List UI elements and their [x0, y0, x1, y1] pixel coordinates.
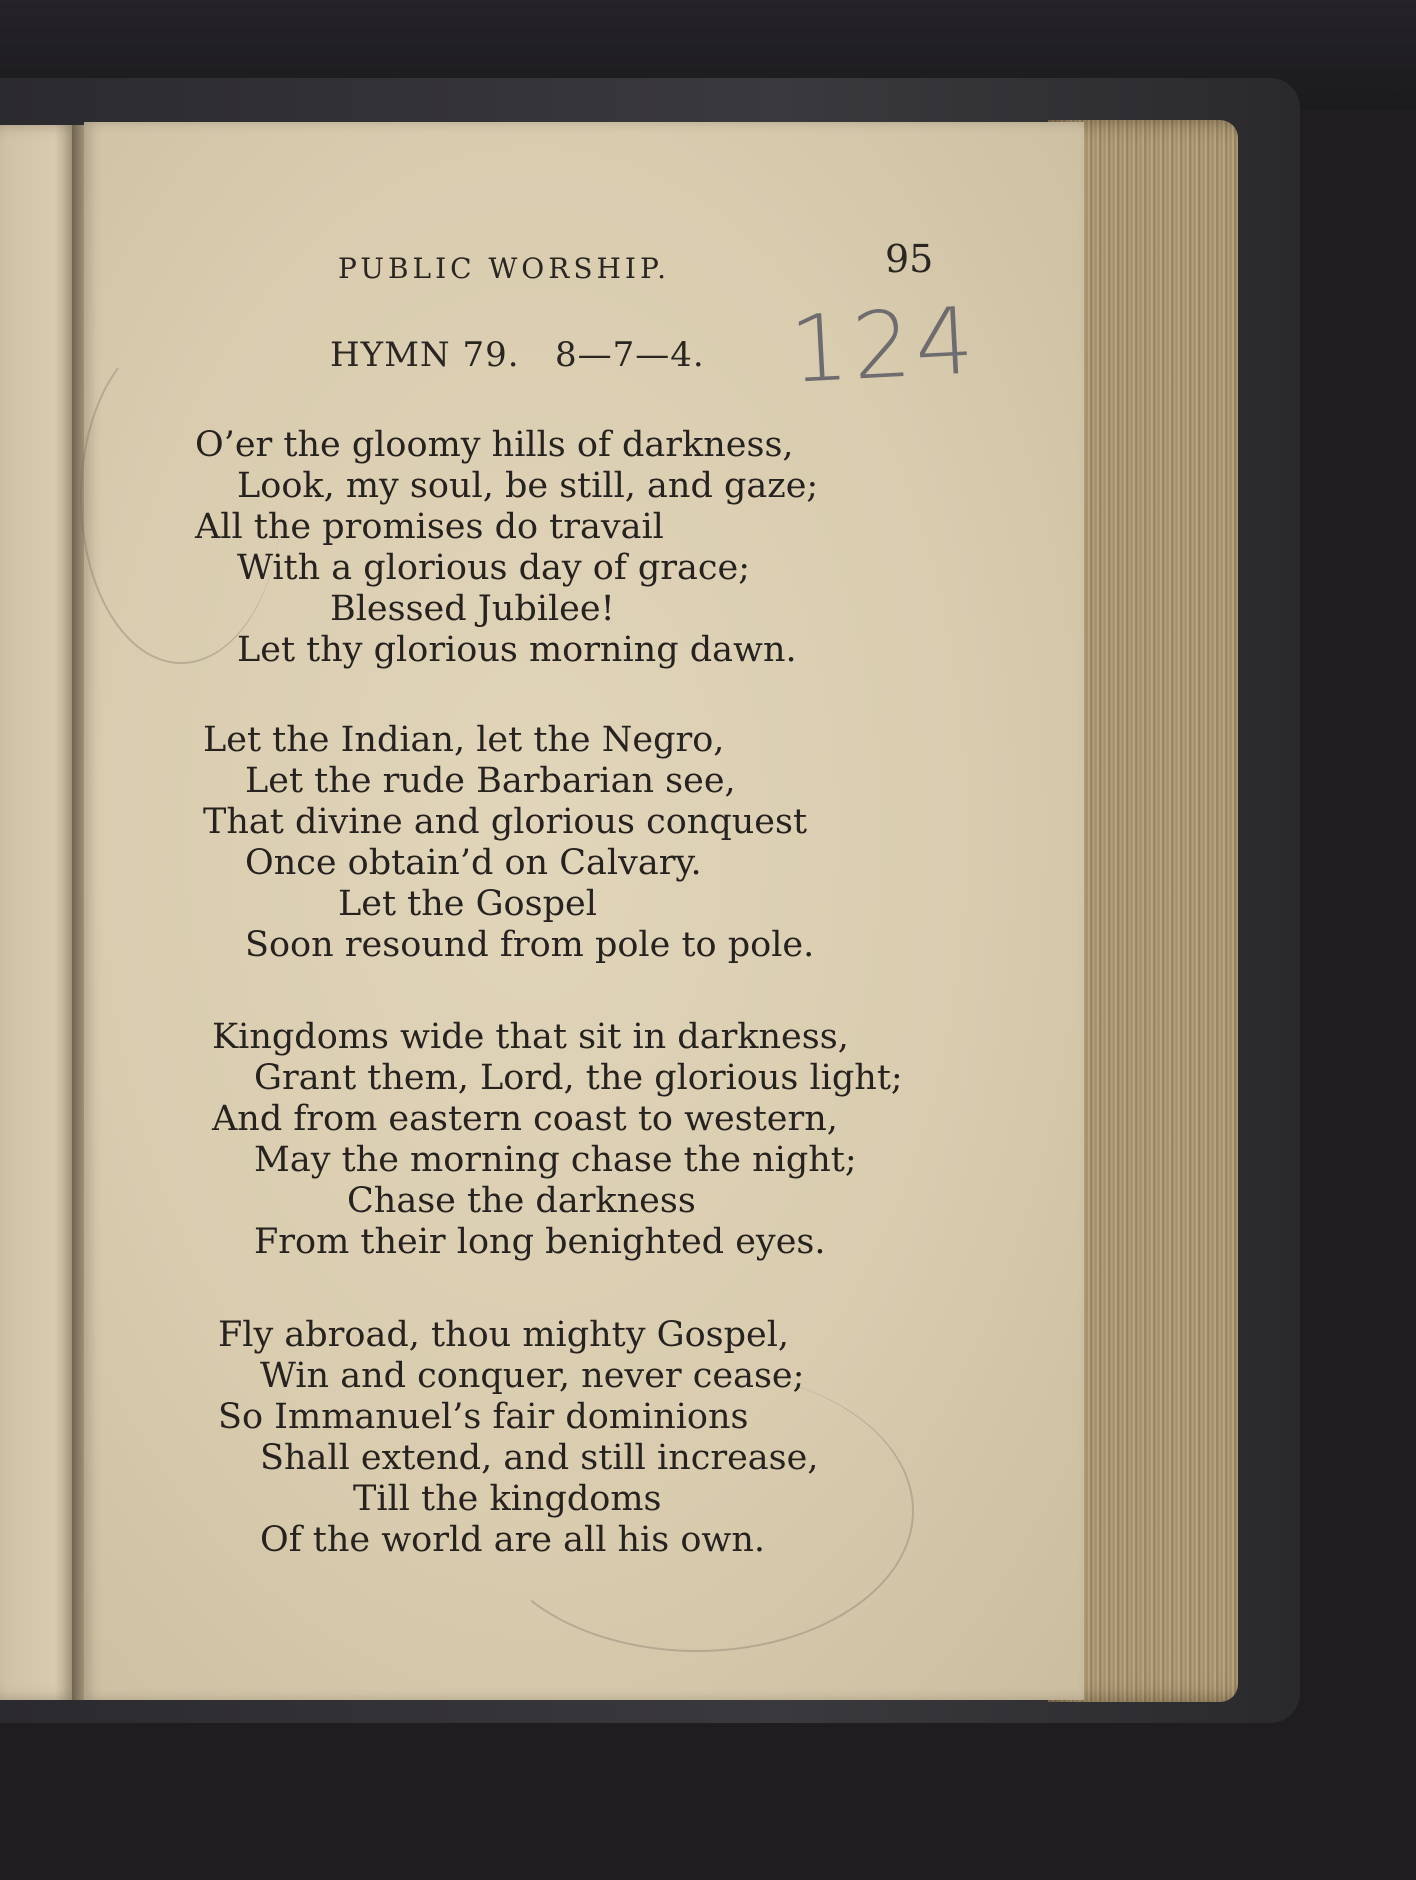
verse-line: Look, my soul, be still, and gaze; — [237, 466, 819, 506]
pencil-annotation: 124 — [787, 287, 981, 404]
verse-line: So Immanuel’s fair dominions — [218, 1397, 749, 1437]
verse-line: All the promises do travail — [195, 507, 664, 547]
verse-line: Win and conquer, never cease; — [260, 1356, 805, 1396]
verse-line: Of the world are all his own. — [260, 1520, 766, 1560]
verse-line: Blessed Jubilee! — [330, 589, 615, 629]
hymn-heading: HYMN 79. 8—7—4. — [330, 335, 705, 375]
page-number: 95 — [885, 237, 934, 281]
verse-line: Let thy glorious morning dawn. — [237, 630, 797, 670]
stanza-2 — [203, 720, 814, 966]
verse-line: O’er the gloomy hills of darkness, — [195, 425, 794, 465]
left-page-edge — [0, 125, 78, 1700]
verse-line: Once obtain’d on Calvary. — [245, 843, 702, 883]
stanza-3 — [212, 1017, 903, 1263]
verse-line: May the morning chase the night; — [254, 1140, 857, 1180]
verse-line: From their long benighted eyes. — [254, 1222, 826, 1262]
verse-line: And from eastern coast to western, — [212, 1099, 838, 1139]
verse-line: Let the Gospel — [338, 884, 597, 924]
verse-line: With a glorious day of grace; — [237, 548, 751, 588]
verse-line: Soon resound from pole to pole. — [245, 925, 815, 965]
verse-line: Let the rude Barbarian see, — [245, 761, 736, 801]
verse-line: Kingdoms wide that sit in darkness, — [212, 1017, 849, 1057]
stanza-1 — [195, 425, 818, 671]
verse-line: Let the Indian, let the Negro, — [203, 720, 725, 760]
verse-line: Shall extend, and still increase, — [260, 1438, 819, 1478]
verse-line: Chase the darkness — [347, 1181, 696, 1221]
verse-line: Fly abroad, thou mighty Gospel, — [218, 1315, 790, 1355]
running-head: PUBLIC WORSHIP. — [338, 252, 671, 285]
verse-line: Till the kingdoms — [353, 1479, 662, 1519]
verse-line: Grant them, Lord, the glorious light; — [254, 1058, 903, 1098]
stanza-4 — [218, 1315, 818, 1561]
verse-line: That divine and glorious conquest — [203, 802, 808, 842]
